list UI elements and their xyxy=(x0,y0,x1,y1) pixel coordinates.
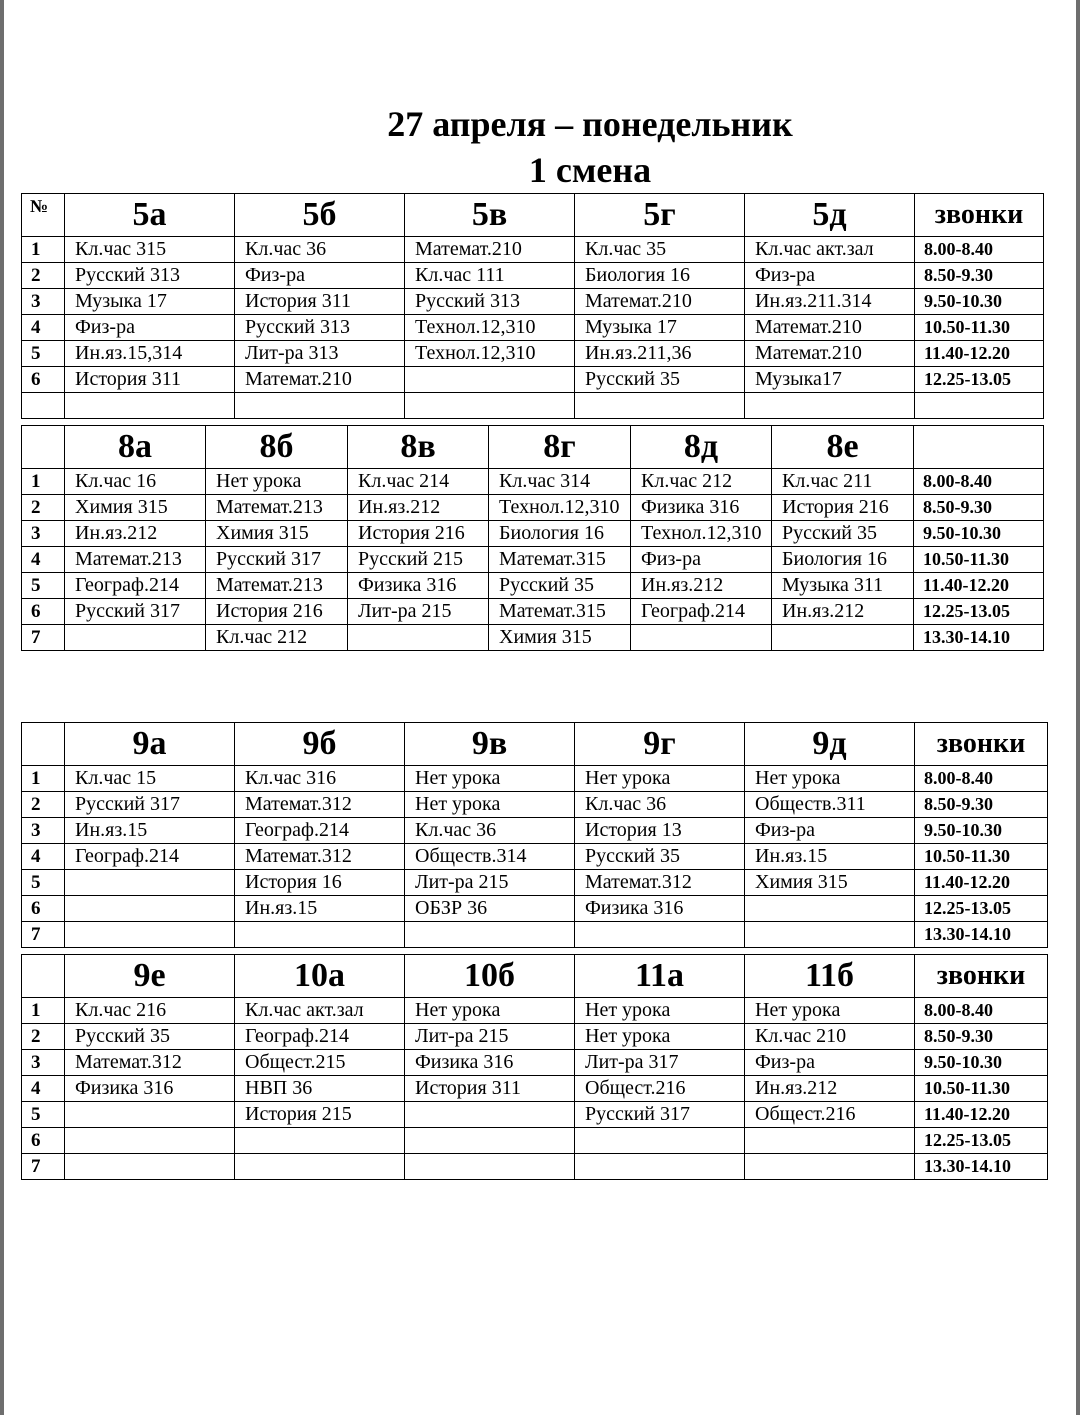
lesson-cell: Физ-ра xyxy=(65,315,235,341)
bell-time: 12.25-13.05 xyxy=(915,367,1044,393)
bell-time: 10.50-11.30 xyxy=(915,1076,1048,1102)
lesson-number: 5 xyxy=(22,870,65,896)
table-row xyxy=(22,521,1044,547)
bell-time: 12.25-13.05 xyxy=(914,599,1044,625)
bell-time: 8.50-9.30 xyxy=(915,1024,1048,1050)
lesson-cell: Кл.час 111 xyxy=(405,263,575,289)
lesson-number: 2 xyxy=(22,263,65,289)
lesson-cell: Технол.12,310 xyxy=(405,341,575,367)
lesson-cell xyxy=(65,1128,235,1154)
bell-time: 9.50-10.30 xyxy=(914,521,1044,547)
lesson-cell: Нет урока xyxy=(745,766,915,792)
lesson-cell: Географ.214 xyxy=(235,818,405,844)
lesson-cell: Математ.213 xyxy=(65,547,206,573)
lesson-cell: Физика 316 xyxy=(575,896,745,922)
table-row xyxy=(22,573,1044,599)
lesson-cell: Географ.214 xyxy=(631,599,772,625)
lesson-cell: Музыка 17 xyxy=(65,289,235,315)
lesson-cell xyxy=(235,393,405,419)
table-row xyxy=(22,495,1044,521)
lesson-cell xyxy=(65,1102,235,1128)
lesson-number: 1 xyxy=(22,469,65,495)
table-row xyxy=(22,998,1048,1024)
lesson-cell xyxy=(745,1128,915,1154)
table-row xyxy=(22,766,1048,792)
lesson-cell xyxy=(405,1128,575,1154)
class-header: 5г xyxy=(575,194,745,237)
bell-time: 9.50-10.30 xyxy=(915,289,1044,315)
lesson-cell: Кл.час 36 xyxy=(575,792,745,818)
schedule-table-grade9e-11 xyxy=(21,954,1048,1180)
class-header: 9в xyxy=(405,723,575,766)
lesson-cell: Математ.210 xyxy=(745,341,915,367)
lesson-cell: Ин.яз.211.314 xyxy=(745,289,915,315)
lesson-cell: Обществ.314 xyxy=(405,844,575,870)
lesson-cell xyxy=(745,393,915,419)
lesson-cell: История 16 xyxy=(235,870,405,896)
lesson-cell xyxy=(65,393,235,419)
lesson-cell: Физ-ра xyxy=(745,818,915,844)
lesson-cell xyxy=(405,393,575,419)
lesson-cell xyxy=(65,922,235,948)
lesson-cell: Географ.214 xyxy=(65,573,206,599)
lesson-cell: Физ-ра xyxy=(235,263,405,289)
lesson-cell: История 311 xyxy=(405,1076,575,1102)
lesson-cell: Технол.12,310 xyxy=(405,315,575,341)
lesson-cell: Кл.час 35 xyxy=(575,237,745,263)
bells-header xyxy=(914,426,1044,469)
lesson-cell: Общест.216 xyxy=(745,1102,915,1128)
lesson-cell: Географ.214 xyxy=(65,844,235,870)
class-header: 8д xyxy=(631,426,772,469)
lesson-cell xyxy=(405,922,575,948)
lesson-cell: Ин.яз.15 xyxy=(235,896,405,922)
lesson-number xyxy=(22,393,65,419)
table-row xyxy=(22,469,1044,495)
bells-header: звонки xyxy=(915,955,1048,998)
lesson-cell: Кл.час 212 xyxy=(631,469,772,495)
lesson-cell xyxy=(405,367,575,393)
lesson-number: 7 xyxy=(22,625,65,651)
lesson-cell: Ин.яз.212 xyxy=(631,573,772,599)
lesson-cell: Физика 316 xyxy=(631,495,772,521)
class-header: 9г xyxy=(575,723,745,766)
class-header: 9е xyxy=(65,955,235,998)
lesson-cell: Общест.216 xyxy=(575,1076,745,1102)
lesson-cell: Русский 317 xyxy=(65,599,206,625)
lesson-cell: Математ.312 xyxy=(65,1050,235,1076)
corner-cell: № xyxy=(22,194,65,237)
table-row xyxy=(22,599,1044,625)
lesson-cell: Химия 315 xyxy=(745,870,915,896)
lesson-cell xyxy=(745,1154,915,1180)
lesson-cell: История 215 xyxy=(235,1102,405,1128)
lesson-cell: Лит-ра 215 xyxy=(405,870,575,896)
class-header: 8б xyxy=(206,426,348,469)
lesson-cell: История 13 xyxy=(575,818,745,844)
lesson-cell xyxy=(575,922,745,948)
table-header-row xyxy=(22,723,1048,766)
table-row xyxy=(22,870,1048,896)
lesson-number: 2 xyxy=(22,495,65,521)
lesson-cell: Русский 317 xyxy=(65,792,235,818)
lesson-number: 4 xyxy=(22,844,65,870)
lesson-cell: Русский 313 xyxy=(405,289,575,315)
lesson-number: 3 xyxy=(22,289,65,315)
lesson-cell: Кл.час 314 xyxy=(489,469,631,495)
corner-cell xyxy=(22,426,65,469)
lesson-cell: Кл.час 16 xyxy=(65,469,206,495)
bell-time: 11.40-12.20 xyxy=(915,1102,1048,1128)
lesson-cell: Русский 35 xyxy=(489,573,631,599)
lesson-cell: Физика 316 xyxy=(348,573,489,599)
lesson-cell: Нет урока xyxy=(405,998,575,1024)
schedule-table-grade8 xyxy=(21,425,1044,651)
table-row xyxy=(22,1128,1048,1154)
lesson-number: 1 xyxy=(22,766,65,792)
lesson-cell: Музыка 17 xyxy=(575,315,745,341)
lesson-cell xyxy=(745,896,915,922)
lesson-cell: Кл.час 212 xyxy=(206,625,348,651)
lesson-cell: Лит-ра 215 xyxy=(348,599,489,625)
bell-time: 12.25-13.05 xyxy=(915,896,1048,922)
lesson-cell: Нет урока xyxy=(206,469,348,495)
lesson-cell: Математ.210 xyxy=(235,367,405,393)
lesson-cell: Кл.час 216 xyxy=(65,998,235,1024)
lesson-cell: Кл.час акт.зал xyxy=(745,237,915,263)
lesson-cell: Химия 315 xyxy=(65,495,206,521)
lesson-cell: Лит-ра 215 xyxy=(405,1024,575,1050)
lesson-cell: Русский 313 xyxy=(65,263,235,289)
lesson-cell: Нет урока xyxy=(575,998,745,1024)
lesson-cell xyxy=(772,625,914,651)
bell-time: 13.30-14.10 xyxy=(914,625,1044,651)
lesson-cell: Физ-ра xyxy=(631,547,772,573)
bells-header: звонки xyxy=(915,194,1044,237)
lesson-cell xyxy=(405,1154,575,1180)
lesson-cell: Кл.час акт.зал xyxy=(235,998,405,1024)
lesson-cell: История 216 xyxy=(206,599,348,625)
corner-cell xyxy=(22,723,65,766)
lesson-number: 4 xyxy=(22,315,65,341)
lesson-cell: Кл.час 36 xyxy=(405,818,575,844)
lesson-cell xyxy=(745,922,915,948)
lesson-cell xyxy=(235,1154,405,1180)
lesson-cell: Русский 35 xyxy=(575,844,745,870)
lesson-cell: Математ.210 xyxy=(575,289,745,315)
lesson-cell: Физ-ра xyxy=(745,263,915,289)
schedule-table-grade9 xyxy=(21,722,1048,948)
lesson-cell: НВП 36 xyxy=(235,1076,405,1102)
lesson-number: 5 xyxy=(22,1102,65,1128)
class-header: 8е xyxy=(772,426,914,469)
table-row xyxy=(22,547,1044,573)
lesson-cell xyxy=(575,1128,745,1154)
class-header: 5в xyxy=(405,194,575,237)
table-row xyxy=(22,792,1048,818)
lesson-cell xyxy=(65,870,235,896)
table-row xyxy=(22,1024,1048,1050)
lesson-cell: Географ.214 xyxy=(235,1024,405,1050)
class-header: 5д xyxy=(745,194,915,237)
lesson-cell: Биология 16 xyxy=(575,263,745,289)
class-header: 10а xyxy=(235,955,405,998)
lesson-number: 4 xyxy=(22,547,65,573)
corner-cell xyxy=(22,955,65,998)
lesson-cell xyxy=(405,1102,575,1128)
lesson-cell: Технол.12,310 xyxy=(489,495,631,521)
lesson-cell: Ин.яз.212 xyxy=(772,599,914,625)
lesson-cell: Математ.213 xyxy=(206,573,348,599)
lesson-cell: Кл.час 15 xyxy=(65,766,235,792)
table-row xyxy=(22,393,1044,419)
lesson-cell: История 216 xyxy=(348,521,489,547)
lesson-cell xyxy=(235,922,405,948)
lesson-cell xyxy=(65,896,235,922)
lesson-cell: Ин.яз.15 xyxy=(745,844,915,870)
class-header: 5а xyxy=(65,194,235,237)
lesson-cell: Математ.210 xyxy=(405,237,575,263)
class-header: 9б xyxy=(235,723,405,766)
lesson-cell: Ин.яз.212 xyxy=(745,1076,915,1102)
lesson-cell: Лит-ра 313 xyxy=(235,341,405,367)
lesson-number: 5 xyxy=(22,341,65,367)
bell-time: 8.00-8.40 xyxy=(915,766,1048,792)
lesson-cell: Нет урока xyxy=(745,998,915,1024)
lesson-cell: Биология 16 xyxy=(772,547,914,573)
class-header: 9а xyxy=(65,723,235,766)
table-row xyxy=(22,896,1048,922)
bell-time: 10.50-11.30 xyxy=(914,547,1044,573)
class-header: 11а xyxy=(575,955,745,998)
lesson-cell: Математ.312 xyxy=(575,870,745,896)
lesson-number: 5 xyxy=(22,573,65,599)
class-header: 10б xyxy=(405,955,575,998)
lesson-cell: Музыка17 xyxy=(745,367,915,393)
lesson-number: 2 xyxy=(22,1024,65,1050)
table-row xyxy=(22,237,1044,263)
lesson-cell: Кл.час 214 xyxy=(348,469,489,495)
lesson-cell xyxy=(575,393,745,419)
bell-time: 13.30-14.10 xyxy=(915,922,1048,948)
lesson-cell xyxy=(348,625,489,651)
table-header-row xyxy=(22,194,1044,237)
table-row xyxy=(22,1102,1048,1128)
bell-time xyxy=(915,393,1044,419)
table-row xyxy=(22,341,1044,367)
table-row xyxy=(22,289,1044,315)
lesson-cell: Ин.яз.15,314 xyxy=(65,341,235,367)
lesson-cell: Физика 316 xyxy=(65,1076,235,1102)
lesson-cell: Кл.час 316 xyxy=(235,766,405,792)
lesson-cell: Русский 35 xyxy=(65,1024,235,1050)
lesson-cell: Русский 317 xyxy=(575,1102,745,1128)
bell-time: 11.40-12.20 xyxy=(915,341,1044,367)
table-header-row xyxy=(22,955,1048,998)
lesson-cell: ОБЗР 36 xyxy=(405,896,575,922)
lesson-cell: Математ.312 xyxy=(235,844,405,870)
lesson-cell: Математ.315 xyxy=(489,599,631,625)
lesson-cell: Русский 35 xyxy=(575,367,745,393)
page-title-shift: 1 смена xyxy=(528,150,652,190)
lesson-cell xyxy=(575,1154,745,1180)
bell-time: 8.00-8.40 xyxy=(914,469,1044,495)
lesson-cell: Биология 16 xyxy=(489,521,631,547)
bell-time: 11.40-12.20 xyxy=(915,870,1048,896)
lesson-cell xyxy=(65,1154,235,1180)
lesson-number: 1 xyxy=(22,998,65,1024)
bell-time: 10.50-11.30 xyxy=(915,315,1044,341)
lesson-cell: История 216 xyxy=(772,495,914,521)
lesson-cell: Математ.312 xyxy=(235,792,405,818)
page-title-date: 27 апреля – понедельник xyxy=(387,104,793,144)
lesson-cell: Кл.час 36 xyxy=(235,237,405,263)
lesson-cell: История 311 xyxy=(65,367,235,393)
table-row xyxy=(22,1076,1048,1102)
lesson-cell: Ин.яз.15 xyxy=(65,818,235,844)
lesson-number: 6 xyxy=(22,896,65,922)
table-row xyxy=(22,1154,1048,1180)
table-row xyxy=(22,625,1044,651)
lesson-cell: Кл.час 315 xyxy=(65,237,235,263)
bell-time: 8.00-8.40 xyxy=(915,998,1048,1024)
lesson-cell: Музыка 311 xyxy=(772,573,914,599)
lesson-number: 3 xyxy=(22,1050,65,1076)
lesson-number: 1 xyxy=(22,237,65,263)
lesson-number: 6 xyxy=(22,367,65,393)
table-row xyxy=(22,367,1044,393)
lesson-cell: Нет урока xyxy=(405,766,575,792)
bell-time: 8.50-9.30 xyxy=(915,792,1048,818)
lesson-cell: Кл.час 211 xyxy=(772,469,914,495)
lesson-cell: Русский 313 xyxy=(235,315,405,341)
lesson-cell: Русский 317 xyxy=(206,547,348,573)
table-row xyxy=(22,844,1048,870)
lesson-number: 2 xyxy=(22,792,65,818)
bell-time: 11.40-12.20 xyxy=(914,573,1044,599)
lesson-cell: Общест.215 xyxy=(235,1050,405,1076)
lesson-cell: Кл.час 210 xyxy=(745,1024,915,1050)
lesson-number: 6 xyxy=(22,1128,65,1154)
class-header: 9д xyxy=(745,723,915,766)
lesson-cell: Ин.яз.211,36 xyxy=(575,341,745,367)
lesson-cell: Русский 215 xyxy=(348,547,489,573)
document-page xyxy=(4,0,1076,1415)
lesson-number: 3 xyxy=(22,818,65,844)
class-header: 8в xyxy=(348,426,489,469)
table-row xyxy=(22,263,1044,289)
class-header: 5б xyxy=(235,194,405,237)
lesson-cell: История 311 xyxy=(235,289,405,315)
bells-header: звонки xyxy=(915,723,1048,766)
class-header: 8г xyxy=(489,426,631,469)
table-header-row xyxy=(22,426,1044,469)
lesson-cell: Нет урока xyxy=(575,1024,745,1050)
bell-time: 13.30-14.10 xyxy=(915,1154,1048,1180)
class-header: 11б xyxy=(745,955,915,998)
class-header: 8а xyxy=(65,426,206,469)
bell-time: 10.50-11.30 xyxy=(915,844,1048,870)
lesson-cell: Химия 315 xyxy=(489,625,631,651)
lesson-cell: Физ-ра xyxy=(745,1050,915,1076)
lesson-cell xyxy=(631,625,772,651)
bell-time: 8.00-8.40 xyxy=(915,237,1044,263)
lesson-cell: Технол.12,310 xyxy=(631,521,772,547)
lesson-cell: Математ.315 xyxy=(489,547,631,573)
lesson-cell xyxy=(235,1128,405,1154)
table-row xyxy=(22,818,1048,844)
lesson-cell: Математ.210 xyxy=(745,315,915,341)
table-row xyxy=(22,922,1048,948)
bell-time: 8.50-9.30 xyxy=(914,495,1044,521)
lesson-cell: Ин.яз.212 xyxy=(65,521,206,547)
lesson-number: 3 xyxy=(22,521,65,547)
table-row xyxy=(22,315,1044,341)
lesson-cell: Химия 315 xyxy=(206,521,348,547)
table-row xyxy=(22,1050,1048,1076)
lesson-cell: Русский 35 xyxy=(772,521,914,547)
lesson-cell: Обществ.311 xyxy=(745,792,915,818)
lesson-number: 6 xyxy=(22,599,65,625)
lesson-cell: Ин.яз.212 xyxy=(348,495,489,521)
bell-time: 9.50-10.30 xyxy=(915,1050,1048,1076)
lesson-number: 7 xyxy=(22,922,65,948)
lesson-cell xyxy=(65,625,206,651)
bell-time: 12.25-13.05 xyxy=(915,1128,1048,1154)
schedule-table-grade5 xyxy=(21,193,1044,419)
lesson-cell: Лит-ра 317 xyxy=(575,1050,745,1076)
lesson-cell: Нет урока xyxy=(575,766,745,792)
lesson-cell: Нет урока xyxy=(405,792,575,818)
lesson-number: 7 xyxy=(22,1154,65,1180)
lesson-number: 4 xyxy=(22,1076,65,1102)
bell-time: 8.50-9.30 xyxy=(915,263,1044,289)
lesson-cell: Физика 316 xyxy=(405,1050,575,1076)
bell-time: 9.50-10.30 xyxy=(915,818,1048,844)
lesson-cell: Математ.213 xyxy=(206,495,348,521)
